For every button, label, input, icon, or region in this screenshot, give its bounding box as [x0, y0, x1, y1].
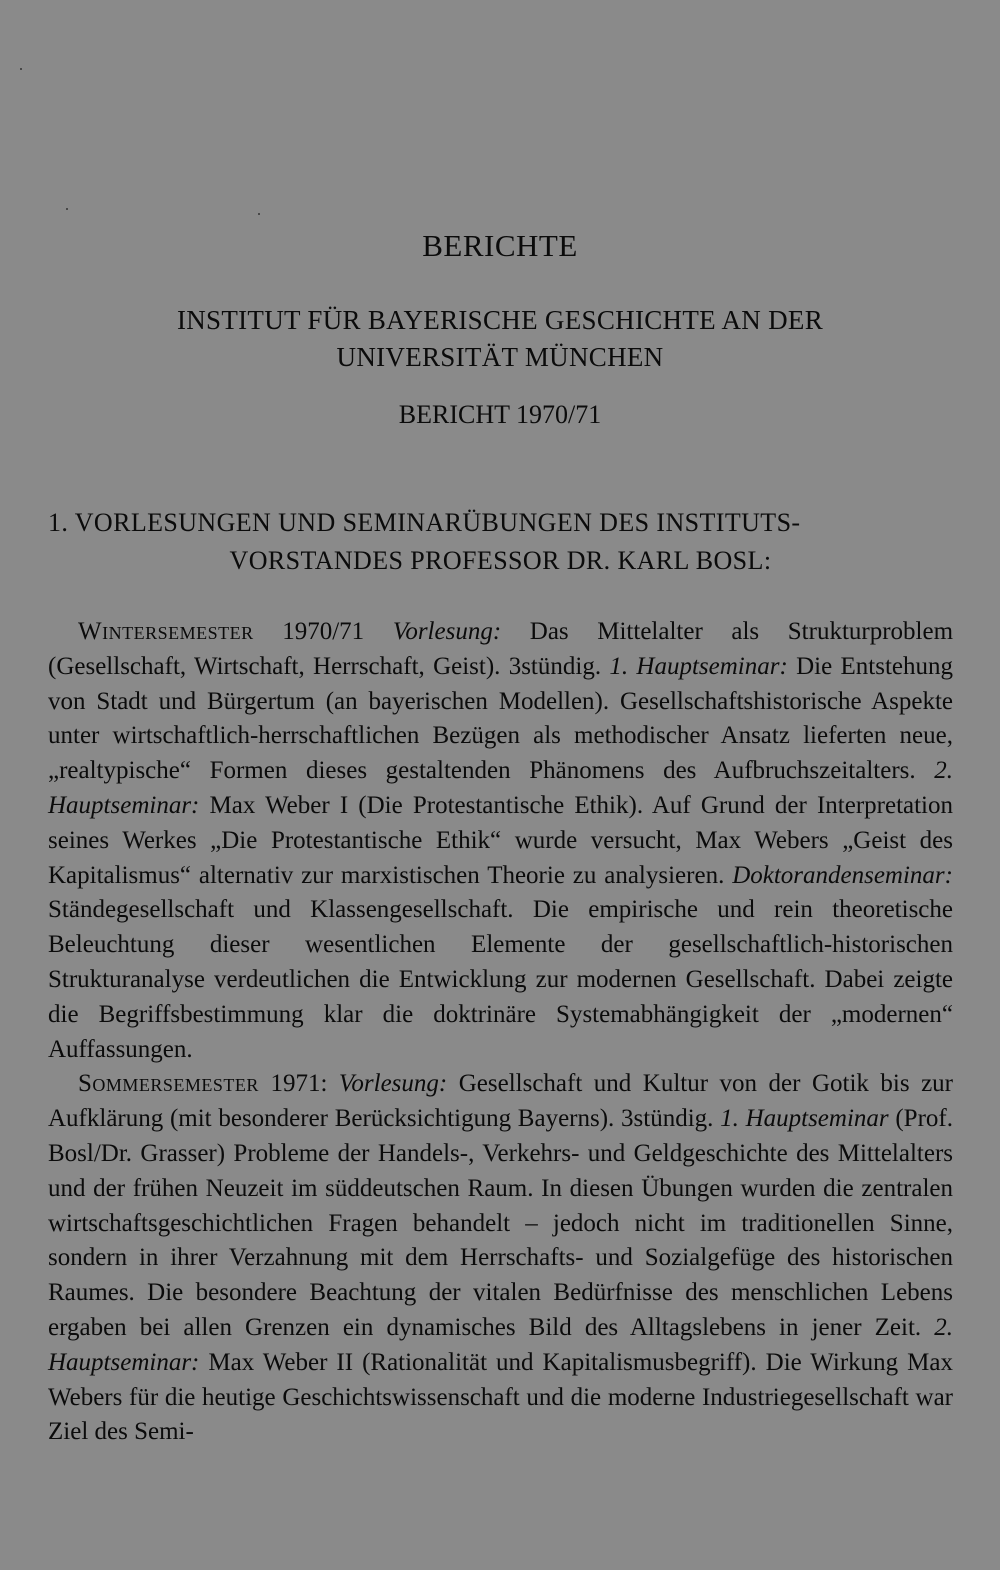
institute-name	[100, 302, 900, 376]
semester-year: 1971:	[270, 1070, 328, 1098]
report-title: BERICHT 1970/71	[398, 400, 602, 429]
semester-year: 1970/71	[282, 618, 365, 645]
section-heading-line-2: VORSTANDES PROFESSOR DR. KARL BOSL:	[229, 546, 772, 575]
scan-speck	[258, 213, 260, 215]
page-title: BERICHTE	[422, 228, 578, 263]
course-type: 1. Hauptseminar:	[609, 652, 788, 680]
course-text: Ständegesellschaft und Klassengesellschaft. Die empirische und rein theoretische Beleuchtung dieser wesentlichen Elemente der gesellschaftlich-historischen Strukturanalyse verdeutlichen die Entwicklung zur modernen Gesellschaft. Dabei zeigte die Begriffsbestimmung klar die doktrinäre Systemabhängigkeit der „modernen“ Auffassungen.	[48, 896, 953, 1063]
course-text: Max Weber I (Die Protestantische Ethik). Auf Grund der Interpretation seines Werkes „Die Protestantische Ethik“ wurde versucht, Max Webers „Geist des Kapitalismus“ alternativ zur marxistischen Theorie zu analysieren.	[48, 791, 953, 889]
scan-speck	[20, 68, 22, 70]
course-text: (Prof. Bosl/Dr. Grasser) Probleme der Handels-, Verkehrs- und Geldgeschichte des Mittelalters und der frühen Neuzeit im süddeutschen Raum. In diesen Übungen wurden die zentralen wirtschaftsgeschichtlichen Fragen behandelt – jedoch nicht im traditionellen Sinne, sondern in ihrer Verzahnung mit dem Herrschafts- und Sozialgefüge des historischen Raumes. Die besondere Beachtung der vitalen Bedürfnisse des menschlichen Lebens ergaben bei allen Grenzen ein dynamisches Bild des Alltagslebens in jener Zeit.	[48, 1105, 953, 1341]
course-type: Vorlesung:	[338, 1070, 448, 1098]
course-type: 2. Hauptseminar:	[48, 1313, 953, 1376]
semester-label: Sommersemester	[78, 1070, 259, 1098]
paragraph-summer	[48, 1067, 953, 1450]
course-text: Die Entstehung von Stadt und Bürgertum (an bayerischen Modellen). Gesellschaftshistorische Aspekte unter wirtschaftlich-herrschaftlichen Bezügen als methodischer Ansatz lieferten neue, „realtypische“ Formen dieses gestaltenden Phänomens des Aufbruchszeitalters.	[48, 652, 953, 785]
course-type: Doktorandenseminar:	[732, 861, 953, 889]
paragraph-winter	[48, 615, 953, 1067]
course-text: Max Weber II (Rationalität und Kapitalismusbegriff). Die Wirkung Max Webers für die heutige Geschichtswissenschaft und die moderne Industriegesellschaft war Ziel des Semi-	[48, 1348, 953, 1446]
scan-speck	[66, 208, 68, 210]
semester-label: Wintersemester	[78, 618, 254, 645]
institute-line-1: INSTITUT FÜR BAYERISCHE GESCHICHTE AN DER	[176, 305, 824, 335]
report-body	[48, 615, 953, 1450]
course-type: 2. Hauptseminar:	[48, 757, 953, 819]
course-type: Vorlesung:	[392, 618, 502, 645]
course-type: 1. Hauptseminar	[720, 1105, 889, 1133]
course-text: Das Mittelalter als Strukturproblem (Gesellschaft, Wirtschaft, Herrschaft, Geist). 3stündig.	[48, 618, 954, 680]
course-text: Gesellschaft und Kultur von der Gotik bis zur Aufklärung (mit besonderer Berücksichtigung Bayerns). 3stündig.	[48, 1070, 954, 1133]
institute-line-2: UNIVERSITÄT MÜNCHEN	[336, 342, 664, 372]
section-heading	[48, 504, 953, 580]
section-heading-line-1: 1. VORLESUNGEN UND SEMINARÜBUNGEN DES INSTITUTS-	[48, 508, 801, 537]
